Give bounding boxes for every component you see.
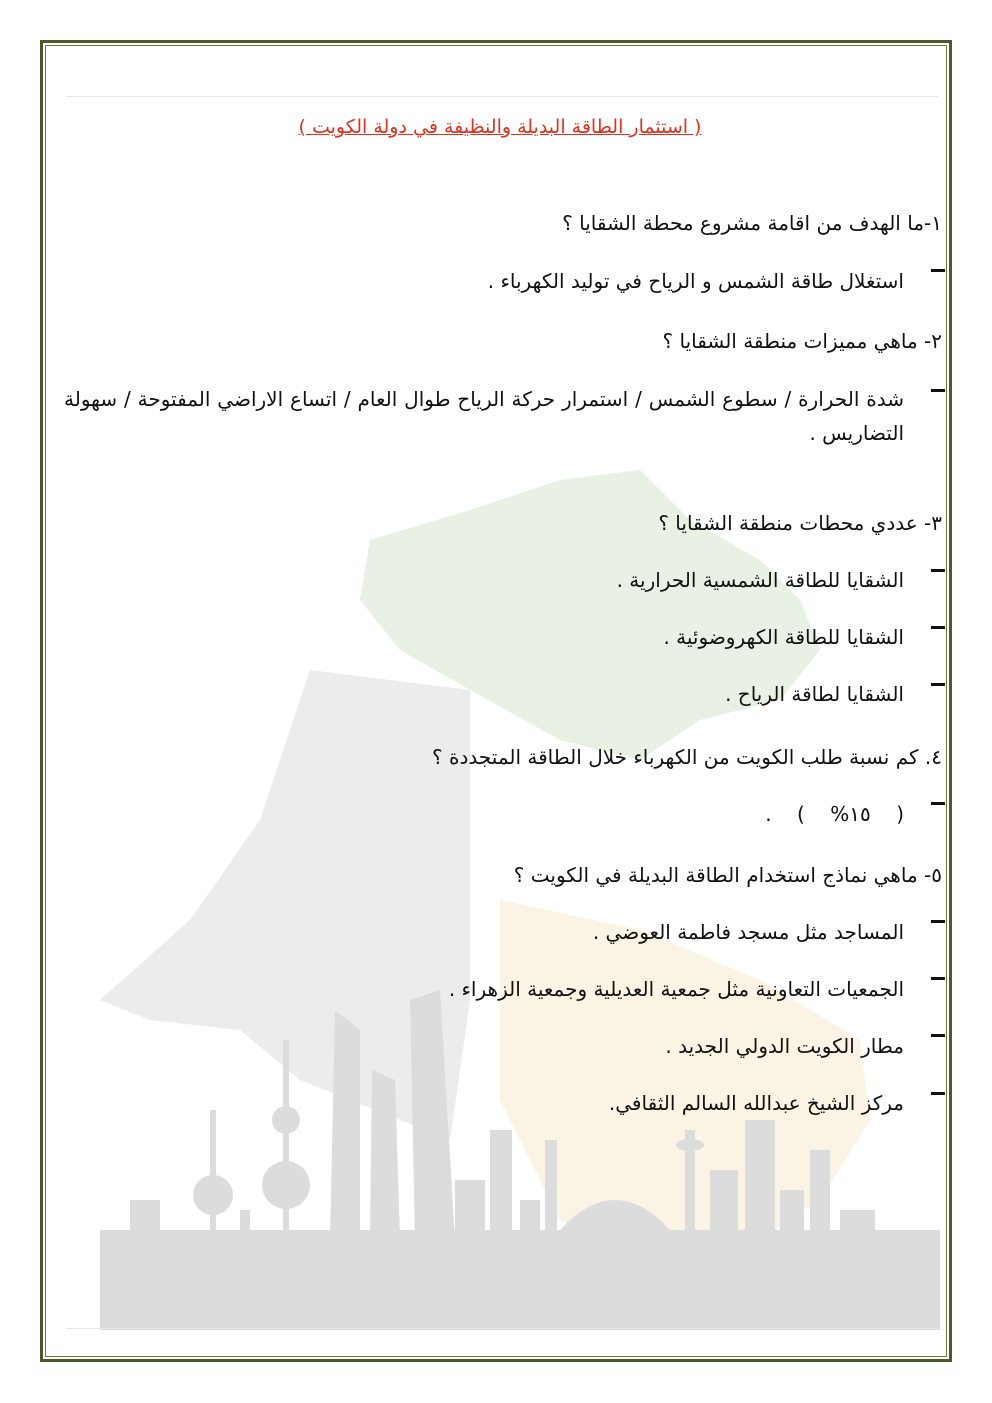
answer-3-3: الشقايا لطاقة الرياح . [725, 682, 904, 706]
bullet-dash [931, 802, 945, 805]
question-2: ٢- ماهي مميزات منطقة الشقايا ؟ [662, 329, 942, 353]
bullet-dash [931, 269, 945, 272]
answer-5-1: المساجد مثل مسجد فاطمة العوضي . [592, 920, 904, 944]
bullet-dash [931, 626, 945, 629]
bullet-dash [931, 389, 945, 392]
bullet-dash [931, 977, 945, 980]
worksheet-title: ( استثمار الطاقة البديلة والنظيفة في دولة الكويت ) [298, 116, 702, 138]
question-1: ١-ما الهدف من اقامة مشروع محطة الشقايا ؟ [562, 211, 942, 235]
answer-2-1: شدة الحرارة / سطوع الشمس / استمرار حركة الرياح طوال العام / اتساع الاراضي المفتوحة / سهولة التضاريس . [64, 387, 904, 445]
answer-3-2: الشقايا للطاقة الكهروضوئية . [663, 625, 904, 649]
answer-4-1: ( ١٥% ) . [765, 802, 904, 826]
question-4: ٤. كم نسبة طلب الكويت من الكهرباء خلال الطاقة المتجددة ؟ [432, 745, 942, 769]
bullet-dash [931, 1092, 945, 1095]
answer-5-2: الجمعيات التعاونية مثل جمعية العديلية وجمعية الزهراء . [448, 977, 904, 1001]
bullet-dash [931, 683, 945, 686]
bullet-dash [931, 569, 945, 572]
answer-1-1: استغلال طاقة الشمس و الرياح في توليد الكهرباء . [487, 269, 904, 293]
bullet-dash [931, 1034, 945, 1037]
bullet-dash [931, 920, 945, 923]
question-3: ٣- عددي محطات منطقة الشقايا ؟ [658, 511, 942, 535]
answer-5-3: مطار الكويت الدولي الجديد . [665, 1034, 904, 1058]
answer-3-1: الشقايا للطاقة الشمسية الحرارية . [616, 568, 904, 592]
question-5: ٥- ماهي نماذج استخدام الطاقة البديلة في الكويت ؟ [513, 863, 942, 887]
answer-5-4: مركز الشيخ عبدالله السالم الثقافي. [608, 1091, 904, 1115]
